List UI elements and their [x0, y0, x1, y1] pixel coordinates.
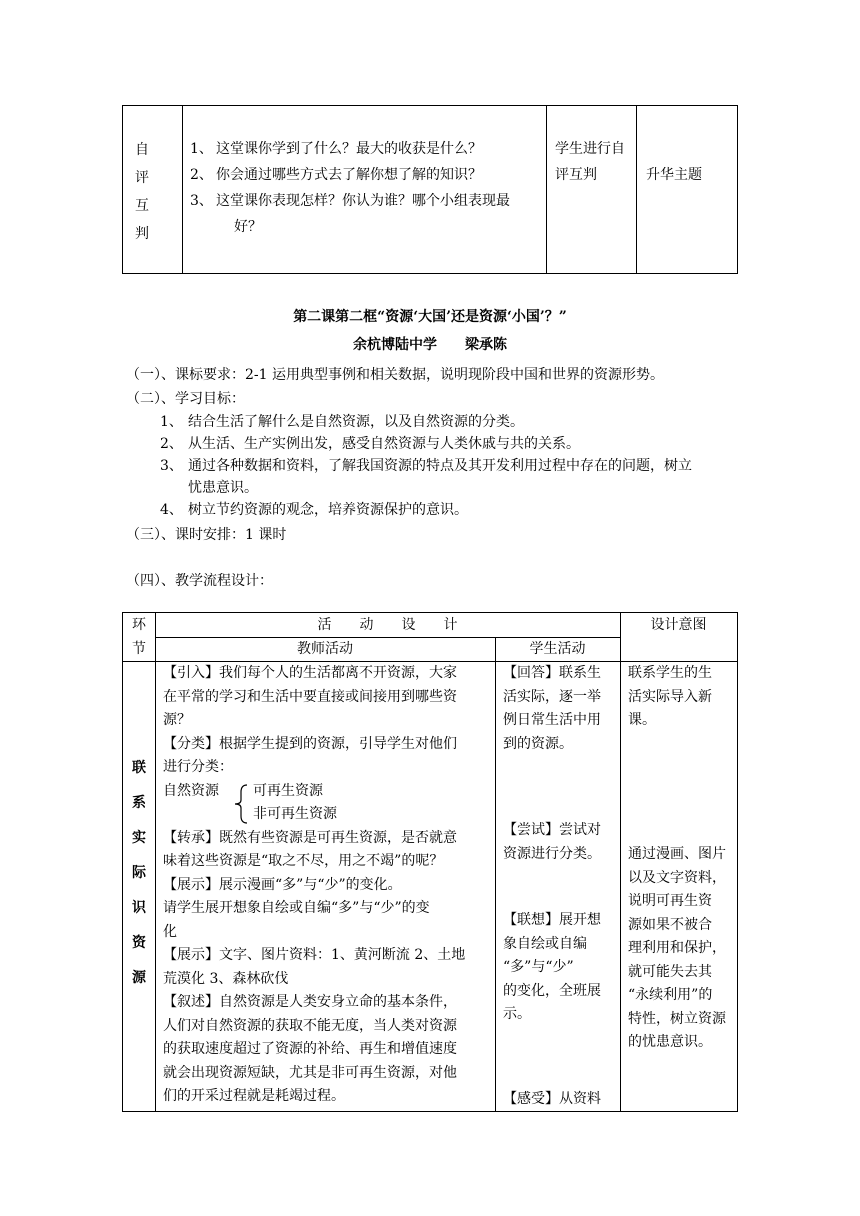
- goal-item-continued: 忧患意识。: [188, 480, 258, 496]
- school-author: 余杭博陆中学 梁承陈: [353, 337, 507, 353]
- curriculum-standard: （一）、课标要求：2-1 运用典型事例和相关数据，说明现阶段中国和世界的资源形势。: [126, 367, 664, 383]
- column-divider: [182, 106, 183, 273]
- design-intent-intro: 联系学生的生 活实际导入新 课。: [628, 665, 712, 728]
- review-questions: 1、 这堂课你学到了什么？最大的收获是什么？ 2、 你会通过哪些方式去了解你想了解的知识？ 3、 这堂课你表现怎样？你认为谁？哪个小组表现最 好？: [190, 141, 510, 235]
- schedule: （三）、课时安排：1 课时: [126, 527, 287, 543]
- brace-icon: [233, 784, 249, 824]
- goal-item: 2、 从生活、生产实例出发，感受自然资源与人类休戚与共的关系。: [160, 436, 580, 452]
- goal-item: 1、 结合生活了解什么是自然资源，以及自然资源的分类。: [160, 414, 524, 430]
- goals-heading: （二）、学习目标：: [126, 391, 245, 407]
- lesson-title: 第二课第二框“资源‘大国’还是资源‘小国’？”: [293, 309, 567, 325]
- process-heading: （四）、教学流程设计：: [126, 573, 273, 589]
- goals-list: [160, 411, 740, 521]
- column-divider: [155, 613, 156, 1111]
- header-student-activity: 学生活动: [529, 641, 586, 657]
- student-activity-imagine: 【联想】展开想 象自绘或自编 “多”与“少” 的变化，全班展 示。: [503, 912, 601, 1022]
- review-stage-label: 自 评 互 判: [135, 142, 149, 242]
- student-activity-answer: 【回答】联系生 活实际，逐一举 例日常生活中用 到的资源。: [503, 665, 601, 752]
- header-stage: 环 节: [132, 617, 146, 657]
- column-divider: [620, 613, 621, 1111]
- column-divider: [546, 106, 547, 273]
- review-intent: 升华主题: [646, 167, 702, 183]
- header-activity-design: 活 动 设 计: [317, 617, 458, 633]
- header-teacher-activity: 教师活动: [297, 641, 353, 657]
- teacher-activity: 【引入】我们每个人的生活都离不开资源，大家 在平常的学习和生活中要直接或间接用到哪些资 源？ 【分类】根据学生提到的资源，引导学生对他们 进行分类： 自然资源 可再生资源 非可再生资源 【转承】既然有些资源是可再生资源，是否就意 味着这些资源是“取之不尽，用之不竭”的呢？ 【展示】展示漫画“多”与“少”的变化。 请学生展开想象自绘或自编“多”与“少”的变 化 【展示】文字、图片资料：1、黄河断流 2、土地 荒漠化 3、森林砍伐 【叙述】自然资源是人类安身立命的基本条件， 人们对自然资源的获取不能无度，当人类对资源 的获取速度超过了资源的补给、再生和增值速度 就会出现资源短缺，尤其是非可再生资源，对他 们的开采过程就是耗竭过程。: [163, 662, 493, 1109]
- column-divider: [636, 106, 637, 273]
- design-intent-resources: 通过漫画、图片 以及文字资料， 说明可再生资 源如果不被合 理利用和保护， 就可能失去其 “永续利用”的 特性，树立资源 的忧患意识。: [628, 846, 726, 1050]
- student-activity-try: 【尝试】尝试对 资源进行分类。: [503, 822, 601, 862]
- flow-table: [122, 612, 738, 1112]
- header-design-intent: 设计意图: [650, 617, 707, 633]
- student-activity-feel: 【感受】从资料: [503, 1091, 601, 1107]
- stage-label: 联 系 实 际 识 资 源: [132, 760, 146, 986]
- classification-diagram: 自然资源 可再生资源 非可再生资源: [163, 782, 337, 822]
- column-divider: [495, 637, 496, 1111]
- goal-item: 4、 树立节约资源的观念，培养资源保护的意识。: [160, 502, 468, 518]
- review-student-activity: 学生进行自 评互判: [555, 141, 625, 183]
- review-table: [122, 105, 738, 274]
- goal-item: 3、 通过各种数据和资料，了解我国资源的特点及其开发利用过程中存在的问题，树立: [160, 458, 692, 474]
